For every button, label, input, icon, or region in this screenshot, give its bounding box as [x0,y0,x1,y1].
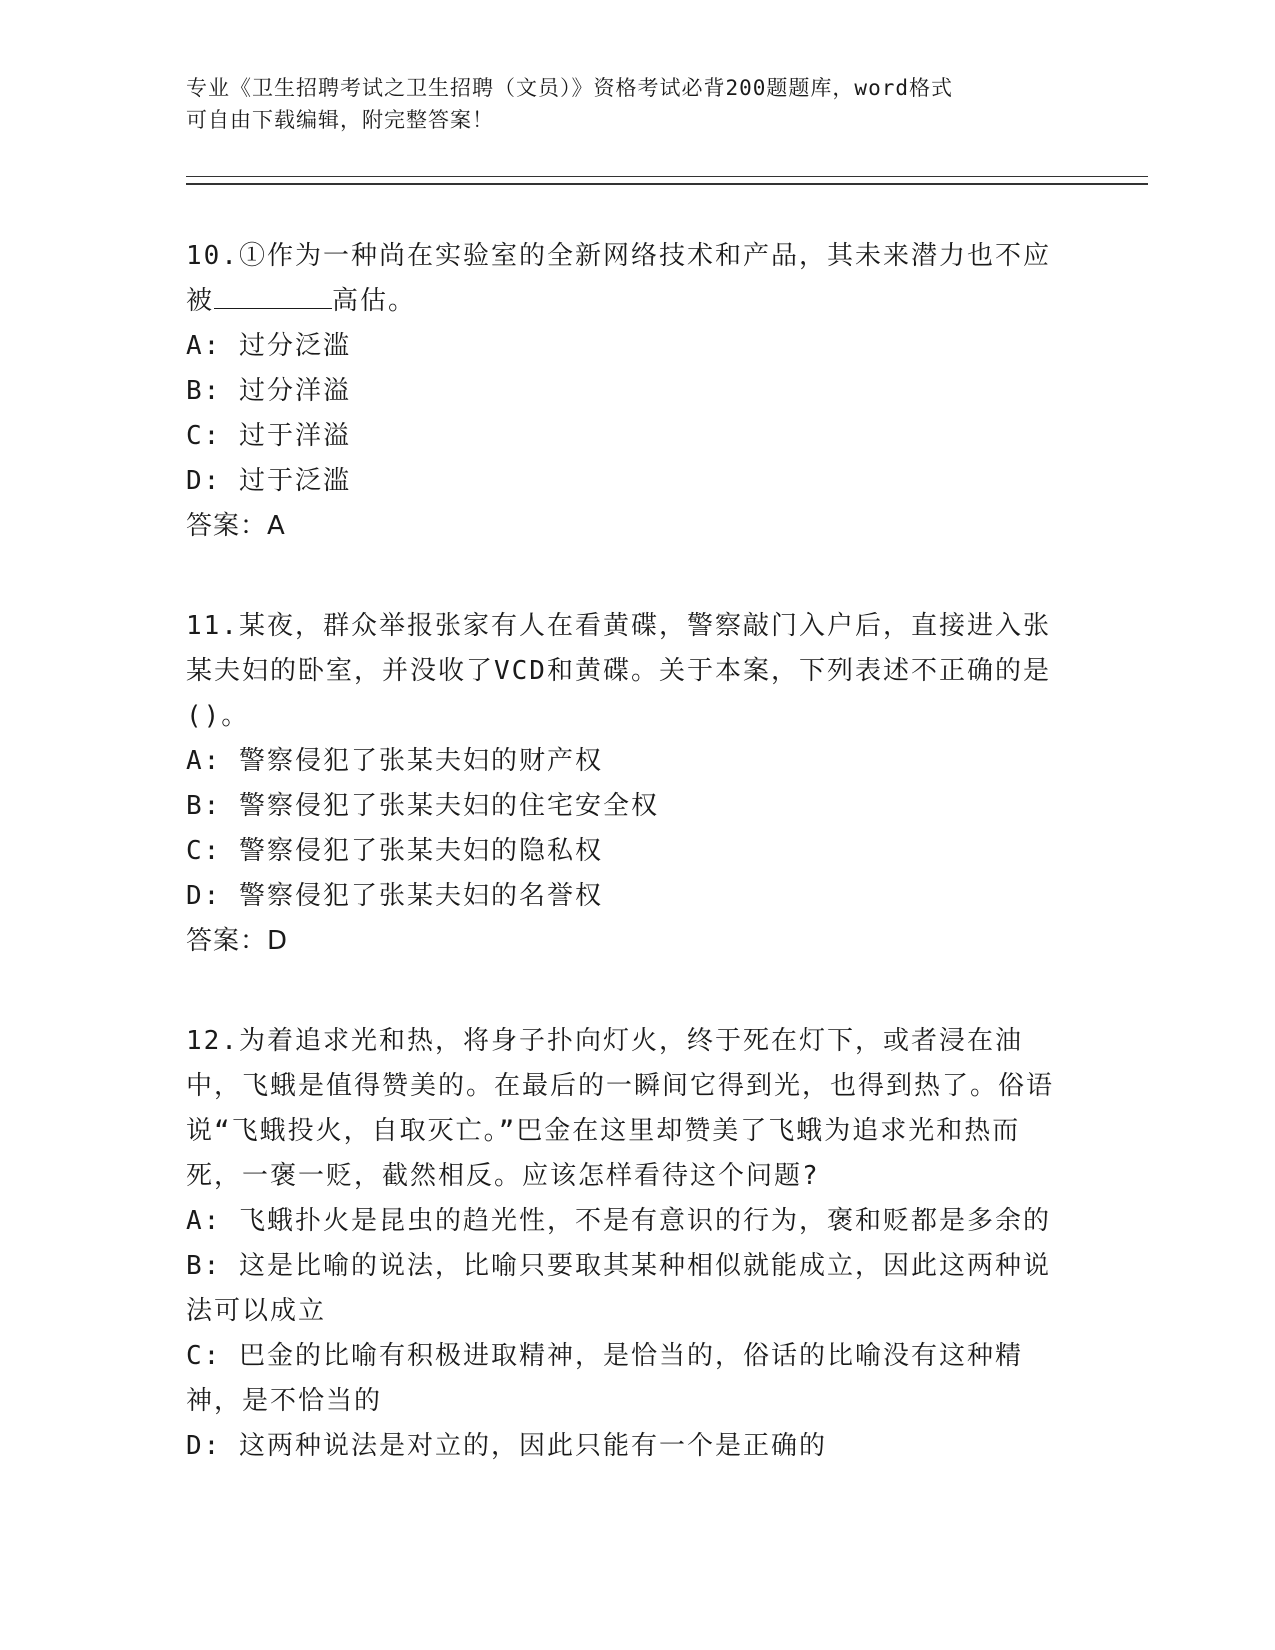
answer-label: 答案： [186,926,268,956]
question-text-part2: 高估。 [332,286,417,316]
option-d: D: 过于泛滥 [186,466,351,496]
question-text [186,234,1066,324]
option-b: B: 这是比喻的说法，比喻只要取其某种相似就能成立，因此这两种说法可以成立 [186,1251,1051,1326]
header-line-1: 专业《卫生招聘考试之卫生招聘（文员）》资格考试必背200题题库，word格式 [186,76,953,100]
question-text: 11.某夜，群众举报张家有人在看黄碟，警察敲门入户后，直接进入张某夫妇的卧室，并没收了VCD和黄碟。关于本案，下列表述不正确的是()。 [186,611,1051,731]
question-12 [186,1019,1066,1469]
option-c: C: 过于洋溢 [186,421,351,451]
header-divider [186,176,1148,185]
question-11 [186,604,1066,964]
fill-in-blank [214,286,332,309]
answer-value: D [267,926,289,956]
option-d: D: 警察侵犯了张某夫妇的名誉权 [186,881,603,911]
header-line-2: 可自由下载编辑，附完整答案！ [186,108,494,132]
question-text-part1: 10.①作为一种尚在实验室的全新网络技术和产品，其未来潜力也不应被 [186,241,1051,316]
option-c: C: 巴金的比喻有积极进取精神，是恰当的，俗话的比喻没有这种精神，是不恰当的 [186,1341,1023,1416]
option-d: D: 这两种说法是对立的，因此只能有一个是正确的 [186,1431,827,1461]
option-a: A: 警察侵犯了张某夫妇的财产权 [186,746,603,776]
page-header [186,72,1066,136]
option-a: A: 过分泛滥 [186,331,351,361]
answer-line [186,919,1066,964]
answer-label: 答案： [186,511,268,541]
answer-line [186,504,1066,549]
option-b: B: 过分洋溢 [186,376,351,406]
option-c: C: 警察侵犯了张某夫妇的隐私权 [186,836,603,866]
answer-value: A [267,511,286,541]
option-a: A: 飞蛾扑火是昆虫的趋光性，不是有意识的行为，褒和贬都是多余的 [186,1206,1051,1236]
question-text: 12.为着追求光和热，将身子扑向灯火，终于死在灯下，或者浸在油中，飞蛾是值得赞美的。在最后的一瞬间它得到光，也得到热了。俗语说“飞蛾投火，自取灭亡。”巴金在这里却赞美了飞蛾为追求光和热而死，一褒一贬，截然相反。应该怎样看待这个问题? [186,1026,1055,1191]
option-b: B: 警察侵犯了张某夫妇的住宅安全权 [186,791,659,821]
question-10 [186,234,1066,549]
question-list [186,234,1066,1524]
